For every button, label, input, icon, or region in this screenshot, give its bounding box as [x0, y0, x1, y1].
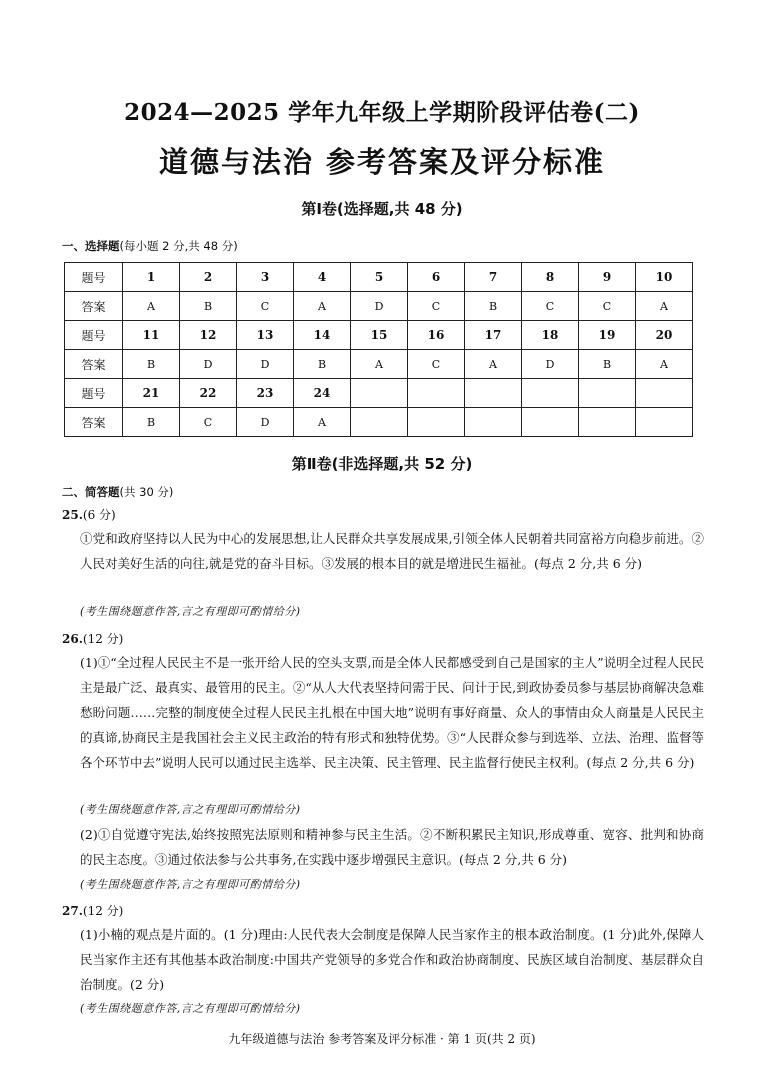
- row-label-question: 题号: [65, 379, 123, 408]
- answer-cell: [465, 408, 522, 437]
- page-footer: 九年级道德与法治 参考答案及评分标准 · 第 1 页(共 2 页): [228, 1032, 536, 1046]
- question-number-cell: 18: [522, 321, 579, 350]
- answer-cell: [579, 408, 636, 437]
- q26-grading-note-1: (考生围绕题意作答,言之有理即可酌情给分): [80, 803, 301, 816]
- question-number-cell: 4: [294, 263, 351, 292]
- question-number-row: [65, 263, 693, 292]
- q27-score: (12 分): [82, 904, 124, 918]
- question-number-cell: 5: [351, 263, 408, 292]
- answer-table: [64, 262, 693, 437]
- row-label-question: 题号: [65, 263, 123, 292]
- question-number-row: [65, 379, 693, 408]
- answer-cell: [636, 408, 693, 437]
- row-label-question: 题号: [65, 321, 123, 350]
- q27-number: 27.: [62, 904, 83, 918]
- question-number-row: [65, 321, 693, 350]
- answer-cell: D: [237, 408, 294, 437]
- answer-cell: [522, 408, 579, 437]
- answer-cell: D: [180, 350, 237, 379]
- q26-header: [62, 630, 123, 647]
- q25-number: 25.: [62, 508, 83, 522]
- part2-heading-note: (共 30 分): [119, 485, 174, 499]
- part2-heading: [62, 484, 173, 500]
- part2-title: 第Ⅱ卷(非选择题,共 52 分): [291, 455, 473, 473]
- q25-answer: ①党和政府坚持以人民为中心的发展思想,让人民群众共享发展成果,引领全体人民朝着共同富裕方向稳步前进。②人民对美好生活的向往,就是党的奋斗目标。③发展的根本目的就是增进民生福祉。(每点 2 分,共 6 分): [80, 531, 704, 571]
- question-number-cell: 3: [237, 263, 294, 292]
- answer-cell: A: [465, 350, 522, 379]
- answer-cell: D: [522, 350, 579, 379]
- row-label-answer: 答案: [65, 350, 123, 379]
- answer-cell: [408, 408, 465, 437]
- answer-cell: A: [123, 292, 180, 321]
- part1-heading-label: 一、选择题: [62, 239, 120, 253]
- question-number-cell: 10: [636, 263, 693, 292]
- answer-cell: A: [294, 292, 351, 321]
- question-number-cell: 17: [465, 321, 522, 350]
- answer-cell: C: [408, 292, 465, 321]
- answer-row: [65, 408, 693, 437]
- exam-subtitle: 道德与法治 参考答案及评分标准: [158, 145, 606, 179]
- row-label-answer: 答案: [65, 408, 123, 437]
- question-number-cell: [522, 379, 579, 408]
- part1-title: 第Ⅰ卷(选择题,共 48 分): [301, 200, 463, 218]
- answer-cell: A: [294, 408, 351, 437]
- part1-heading: [62, 238, 238, 254]
- answer-cell: C: [522, 292, 579, 321]
- question-number-cell: 1: [123, 263, 180, 292]
- q27-grading-note: (考生围绕题意作答,言之有理即可酌情给分): [80, 1002, 301, 1015]
- q27-header: [62, 902, 123, 919]
- part1-heading-note: (每小题 2 分,共 48 分): [119, 239, 238, 253]
- q26-number: 26.: [62, 632, 83, 646]
- question-number-cell: 19: [579, 321, 636, 350]
- answer-row: [65, 292, 693, 321]
- answer-cell: B: [294, 350, 351, 379]
- q26-answer-part1: (1)①“全过程人民民主不是一张开给人民的空头支票,而是全体人民都感受到自己是国家的主人”说明全过程人民民主是最广泛、最真实、最管用的民主。②“从人大代表坚持问需于民、问计于民,到政协委员参与基层协商解决急难愁盼问题……完整的制度使全过程人民民主扎根在中国大地”说明有事好商量、众人的事情由众人商量是人民民主的真谛,协商民主是我国社会主义民主政治的特有形式和独特优势。③“人民群众参与到选举、立法、治理、监督等各个环节中去”说明人民可以通过民主选举、民主决策、民主管理、民主监督行使民主权利。(每点 2 分,共 6 分): [80, 655, 704, 770]
- answer-cell: B: [579, 350, 636, 379]
- question-number-cell: 8: [522, 263, 579, 292]
- answer-cell: D: [237, 350, 294, 379]
- answer-cell: C: [237, 292, 294, 321]
- part2-heading-label: 二、简答题: [62, 485, 120, 499]
- answer-cell: A: [351, 350, 408, 379]
- q26-answer-part2: (2)①自觉遵守宪法,始终按照宪法原则和精神参与民主生活。②不断积累民主知识,形成尊重、宽容、批判和协商的民主态度。③通过依法参与公共事务,在实践中逐步增强民主意识。(每点 2 分,共 6 分): [80, 827, 704, 867]
- question-number-cell: 23: [237, 379, 294, 408]
- q27-answer-part1: (1)小楠的观点是片面的。(1 分)理由:人民代表大会制度是保障人民当家作主的根本政治制度。(1 分)此外,保障人民当家作主还有其他基本政治制度:中国共产党领导的多党合作和政治协商制度、民族区域自治制度、基层群众自治制度。(2 分): [80, 927, 704, 992]
- exam-title: 2024—2025 学年九年级上学期阶段评估卷(二): [124, 99, 640, 126]
- q26-score: (12 分): [82, 632, 124, 646]
- question-number-cell: 7: [465, 263, 522, 292]
- question-number-cell: 22: [180, 379, 237, 408]
- question-number-cell: 24: [294, 379, 351, 408]
- answer-cell: C: [579, 292, 636, 321]
- answer-cell: B: [180, 292, 237, 321]
- answer-cell: B: [123, 350, 180, 379]
- answer-cell: [351, 408, 408, 437]
- question-number-cell: 12: [180, 321, 237, 350]
- q25-score: (6 分): [82, 508, 116, 522]
- q26-grading-note-2: (考生围绕题意作答,言之有理即可酌情给分): [80, 878, 301, 891]
- row-label-answer: 答案: [65, 292, 123, 321]
- question-number-cell: [408, 379, 465, 408]
- answer-cell: C: [180, 408, 237, 437]
- question-number-cell: [636, 379, 693, 408]
- question-number-cell: 9: [579, 263, 636, 292]
- question-number-cell: 2: [180, 263, 237, 292]
- answer-cell: C: [408, 350, 465, 379]
- answer-row: [65, 350, 693, 379]
- answer-cell: A: [636, 350, 693, 379]
- question-number-cell: 15: [351, 321, 408, 350]
- question-number-cell: 11: [123, 321, 180, 350]
- question-number-cell: [351, 379, 408, 408]
- question-number-cell: 14: [294, 321, 351, 350]
- q25-grading-note: (考生围绕题意作答,言之有理即可酌情给分): [80, 605, 301, 618]
- question-number-cell: [465, 379, 522, 408]
- answer-cell: A: [636, 292, 693, 321]
- question-number-cell: 16: [408, 321, 465, 350]
- question-number-cell: 6: [408, 263, 465, 292]
- q25-header: [62, 506, 116, 523]
- question-number-cell: 13: [237, 321, 294, 350]
- answer-cell: D: [351, 292, 408, 321]
- question-number-cell: 21: [123, 379, 180, 408]
- question-number-cell: 20: [636, 321, 693, 350]
- answer-cell: B: [123, 408, 180, 437]
- answer-cell: B: [465, 292, 522, 321]
- question-number-cell: [579, 379, 636, 408]
